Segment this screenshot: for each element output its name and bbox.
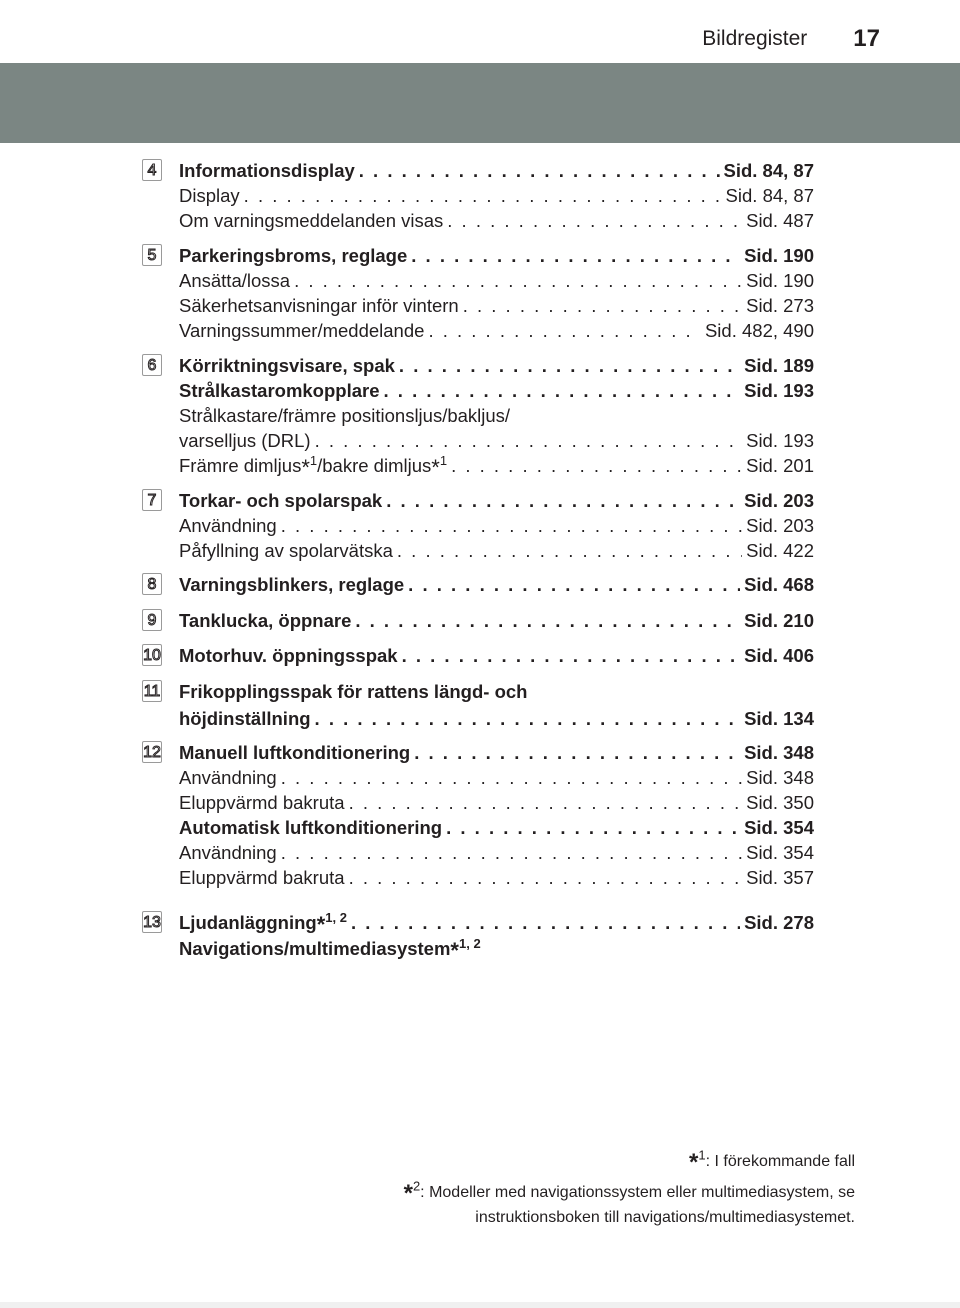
page-reference: Sid. 193 (746, 430, 814, 451)
index-line (179, 185, 814, 209)
leader-dots (451, 455, 742, 477)
index-label: Ansätta/lossa (179, 270, 291, 291)
page-reference: Sid. 189 (744, 355, 814, 376)
page-reference: Sid. 354 (746, 842, 814, 863)
index-line (179, 645, 814, 669)
index-line (179, 405, 814, 429)
page-reference: Sid. 273 (746, 295, 814, 316)
index-line (179, 842, 814, 866)
footnote-1: *$^1$: I förekommande fall (689, 1147, 855, 1176)
index-line (179, 909, 814, 937)
index-label: Strålkastare/främre positionsljus/bakljus/ (179, 405, 511, 426)
index-line (179, 767, 814, 791)
leader-dots (349, 792, 743, 814)
leader-dots (294, 270, 742, 292)
index-label: Säkerhetsanvisningar inför vintern (179, 295, 459, 316)
index-label: Användning (179, 842, 277, 863)
leader-dots (428, 320, 701, 342)
page-reference: Sid. 350 (746, 792, 814, 813)
index-line (179, 540, 814, 564)
page-reference: Sid. 354 (744, 817, 814, 838)
header-band (0, 63, 960, 143)
index-label: Parkeringsbroms, reglage (179, 245, 408, 266)
callout-number: 13 (142, 911, 162, 933)
index-line (179, 935, 814, 963)
page-reference: Sid. 84, 87 (723, 160, 814, 181)
index-line (179, 295, 814, 319)
index-label: varselljus (DRL) (179, 430, 311, 451)
index-label: Om varningsmeddelanden visas (179, 210, 444, 231)
leader-dots (355, 610, 740, 632)
page-reference: Sid. 203 (746, 515, 814, 536)
index-line (179, 867, 814, 891)
leader-dots (244, 185, 722, 207)
page-number: 17 (853, 25, 880, 52)
leader-dots (446, 817, 740, 839)
page-reference: Sid. 482, 490 (704, 320, 814, 341)
index-line (179, 245, 814, 269)
page-reference: Sid. 357 (746, 867, 814, 888)
index-line (179, 320, 814, 344)
index-label: Främre dimljus*$^1$/bakre dimljus*$^1$ (179, 452, 448, 480)
index-line (179, 452, 814, 480)
page-reference: Sid. 278 (744, 912, 814, 933)
leader-dots (349, 867, 743, 889)
page-reference: Sid. 201 (746, 455, 814, 476)
page-reference: Sid. 193 (744, 380, 814, 401)
index-line (179, 270, 814, 294)
callout-number: 6 (142, 354, 162, 376)
leader-dots (351, 912, 740, 934)
index-line (179, 817, 814, 841)
footnotes (403, 1147, 855, 1230)
leader-dots (399, 355, 740, 377)
leader-dots (463, 295, 742, 317)
callout-number: 9 (142, 609, 162, 631)
leader-dots (411, 245, 740, 267)
index-label: Automatisk luftkonditionering (179, 817, 443, 838)
index-label: Torkar- och spolarspak (179, 490, 383, 511)
index-label: Användning (179, 767, 277, 788)
page-reference: Sid. 487 (746, 210, 814, 231)
index-label: Varningssummer/meddelande (179, 320, 425, 341)
index-line (179, 742, 814, 766)
index-label: Strålkastaromkopplare (179, 380, 380, 401)
index-line (179, 574, 814, 598)
page-reference: Sid. 406 (744, 645, 814, 666)
index-label: Manuell luftkonditionering (179, 742, 411, 763)
index-label: Varningsblinkers, reglage (179, 574, 405, 595)
page-reference: Sid. 190 (744, 245, 814, 266)
index-line (179, 210, 814, 234)
callout-number: 5 (142, 244, 162, 266)
callout-number: 8 (142, 573, 162, 595)
page-reference: Sid. 203 (744, 490, 814, 511)
page-reference: Sid. 134 (744, 708, 814, 729)
leader-dots (386, 490, 740, 512)
index-line (179, 792, 814, 816)
page-reference: Sid. 422 (746, 540, 814, 561)
index-label: Tanklucka, öppnare (179, 610, 352, 631)
leader-dots (281, 767, 742, 789)
page-reference: Sid. 348 (744, 742, 814, 763)
index-label: Display (179, 185, 240, 206)
leader-dots (315, 708, 741, 730)
index-line (179, 380, 814, 404)
page-reference: Sid. 210 (744, 610, 814, 631)
bottom-rule (0, 1302, 960, 1308)
leader-dots (315, 430, 743, 452)
page-reference: Sid. 468 (744, 574, 814, 595)
index-label: Eluppvärmd bakruta (179, 792, 345, 813)
leader-dots (402, 645, 740, 667)
index-label: Användning (179, 515, 277, 536)
leader-dots (397, 540, 742, 562)
footnote-2: *$^2$: Modeller med navigationssystem eller multimediasystem, se instruktionsboken till navigations/multimediasystemet. (403, 1178, 855, 1226)
index-line (179, 708, 814, 732)
index-line (179, 515, 814, 539)
index-label: Motorhuv. öppningsspak (179, 645, 398, 666)
leader-dots (384, 380, 741, 402)
index-label: Körriktningsvisare, spak (179, 355, 395, 376)
index-line (179, 681, 814, 705)
callout-number: 12 (142, 741, 162, 763)
index-label: höjdinställning (179, 708, 311, 729)
leader-dots (414, 742, 740, 764)
callout-number: 11 (142, 680, 162, 702)
index-label: Informationsdisplay (179, 160, 355, 181)
index-label: Eluppvärmd bakruta (179, 867, 345, 888)
leader-dots (408, 574, 740, 596)
page-reference: Sid. 348 (746, 767, 814, 788)
leader-dots (281, 842, 742, 864)
index-label: Ljudanläggning*$^{1, 2}$ (179, 909, 347, 937)
index-label: Frikopplingsspak för rattens längd- och (179, 681, 528, 702)
callout-number: 10 (142, 644, 162, 666)
page-reference: Sid. 190 (746, 270, 814, 291)
index-line (179, 430, 814, 454)
leader-dots (281, 515, 742, 537)
index-line (179, 355, 814, 379)
index-label: Navigations/multimediasystem*$^{1, 2}$ (179, 935, 481, 963)
index-line (179, 610, 814, 634)
index-label: Påfyllning av spolarvätska (179, 540, 393, 561)
callout-number: 7 (142, 489, 162, 511)
section-title: Bildregister (702, 27, 808, 50)
leader-dots (447, 210, 742, 232)
page-header (702, 22, 880, 56)
index-line (179, 490, 814, 514)
callout-number: 4 (142, 159, 162, 181)
index-line (179, 160, 814, 184)
page-reference: Sid. 84, 87 (725, 185, 814, 206)
leader-dots (359, 160, 720, 182)
